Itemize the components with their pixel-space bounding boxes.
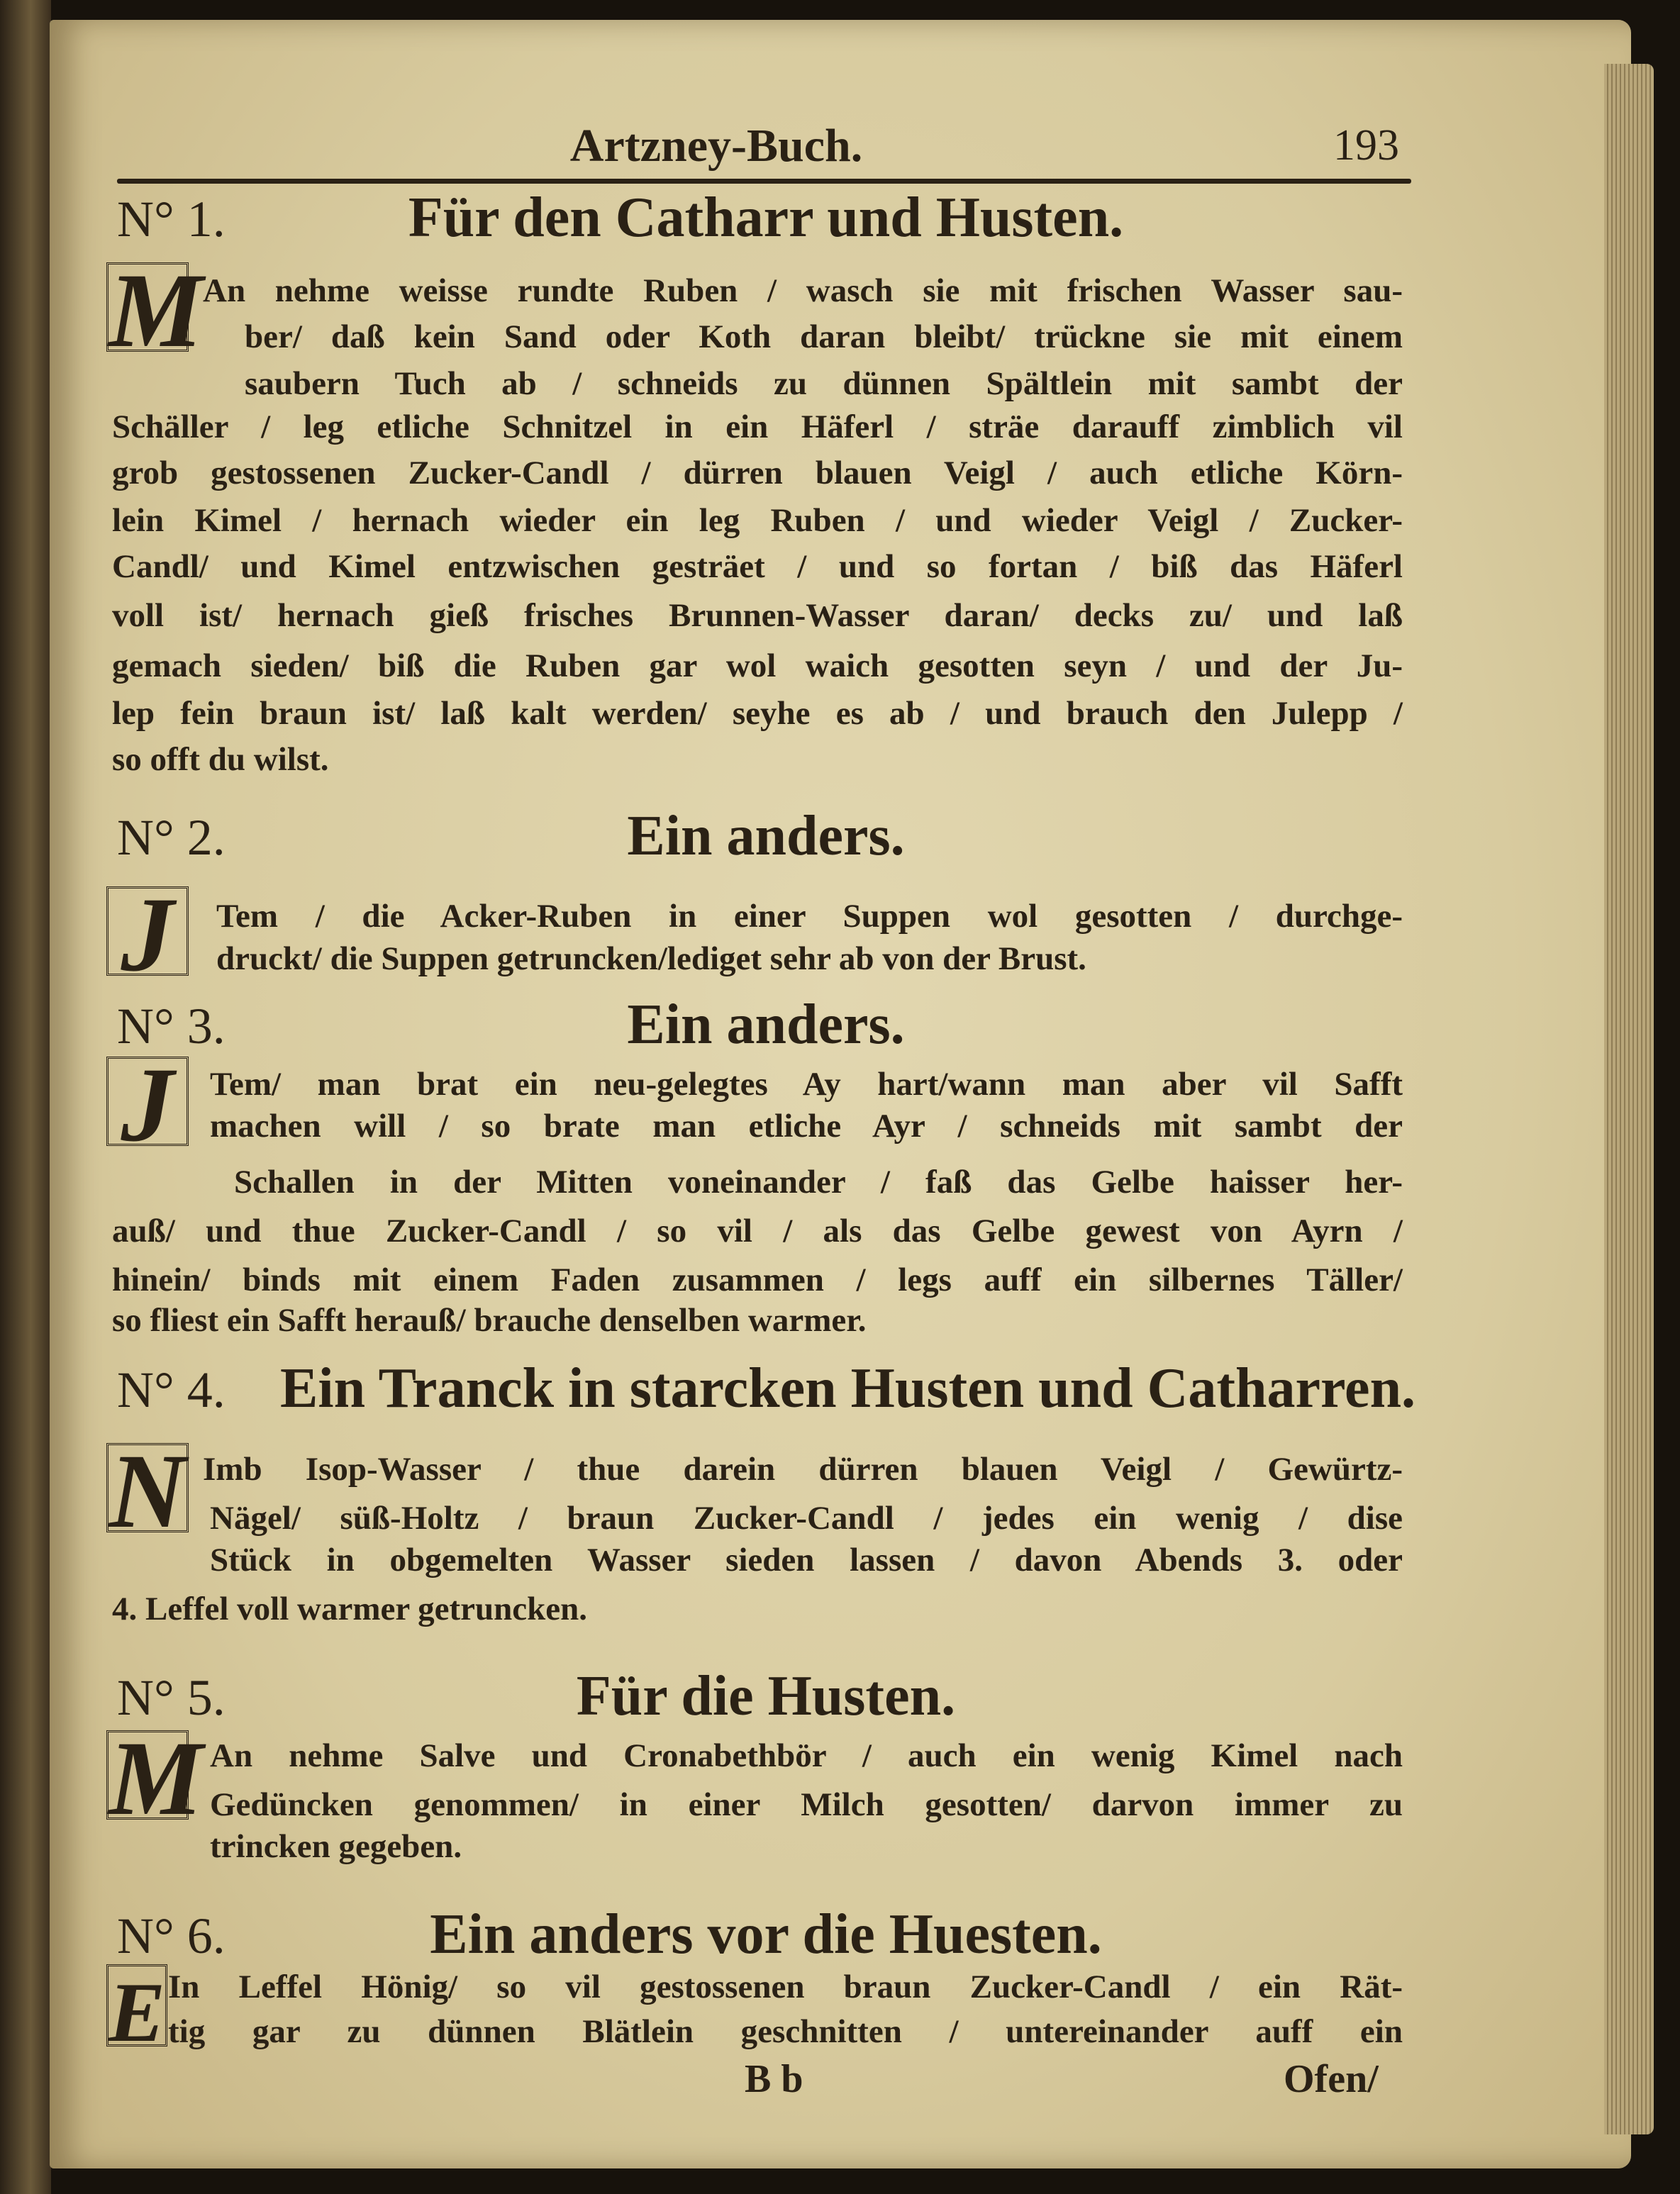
- page-number: 193: [1333, 121, 1399, 169]
- text-line: trincken gegeben.: [210, 1828, 462, 1865]
- drop-cap-initial: M: [106, 262, 189, 352]
- recipe-number: N° 6.: [117, 1908, 226, 1964]
- recipe-heading: Ein anders.: [627, 805, 905, 867]
- drop-cap-initial: J: [106, 886, 189, 976]
- recipe-heading: Ein Tranck in starcken Husten und Catharren.: [280, 1357, 1416, 1420]
- header-rule: [117, 179, 1411, 184]
- text-line: Stück in obgemelten Wasser sieden lassen / davon Abends 3. oder: [210, 1542, 1403, 1578]
- recipe-number: N° 1.: [117, 191, 226, 247]
- text-line: saubern Tuch ab / schneids zu dünnen Spältlein mit sambt der: [245, 365, 1403, 402]
- recipe-number: N° 4.: [117, 1361, 226, 1418]
- drop-cap-initial: M: [106, 1730, 189, 1820]
- text-line: An nehme weisse rundte Ruben / wasch sie mit frischen Wasser sau-: [203, 272, 1403, 309]
- text-line: tig gar zu dünnen Blätlein geschnitten / untereinander auff ein: [168, 2013, 1403, 2050]
- text-line: hinein/ binds mit einem Faden zusammen / legs auff ein silbernes Täller/: [112, 1262, 1403, 1298]
- signature-mark: B b: [745, 2057, 803, 2101]
- text-line: In Leffel Hönig/ so vil gestossenen braun Zucker-Candl / ein Rät-: [168, 1969, 1403, 2005]
- text-line: 4. Leffel voll warmer getruncken.: [112, 1591, 588, 1627]
- text-line: Gedüncken genommen/ in einer Milch gesotten/ darvon immer zu: [210, 1786, 1403, 1823]
- recipe-heading: Ein anders.: [627, 993, 905, 1056]
- page-stack-edge: [1604, 64, 1654, 2134]
- text-line: gemach sieden/ biß die Ruben gar wol waich gesotten seyn / und der Ju-: [112, 647, 1403, 684]
- recipe-heading: Ein anders vor die Huesten.: [430, 1903, 1102, 1966]
- text-line: Tem/ man brat ein neu-gelegtes Ay hart/wann man aber vil Safft: [210, 1066, 1403, 1103]
- recipe-heading: Für die Husten.: [576, 1665, 956, 1727]
- recipe-number: N° 3.: [117, 998, 226, 1054]
- text-line: druckt/ die Suppen getruncken/lediget sehr ab von der Brust.: [216, 940, 1086, 977]
- adjacent-page-edge: [0, 0, 51, 2194]
- text-line: so fliest ein Safft herauß/ brauche denselben warmer.: [112, 1302, 867, 1339]
- text-line: An nehme Salve und Cronabethbör / auch ein wenig Kimel nach: [210, 1737, 1403, 1774]
- text-line: ber/ daß kein Sand oder Koth daran bleibt/ trückne sie mit einem: [245, 318, 1403, 355]
- text-line: so offt du wilst.: [112, 741, 329, 778]
- recipe-heading: Für den Catharr und Husten.: [408, 186, 1124, 249]
- text-line: Schäller / leg etliche Schnitzel in ein Häferl / sträe darauff zimblich vil: [112, 408, 1403, 445]
- recipe-number: N° 2.: [117, 809, 226, 866]
- text-line: lein Kimel / hernach wieder ein leg Ruben / und wieder Veigl / Zucker-: [112, 502, 1403, 539]
- text-line: Nägel/ süß-Holtz / braun Zucker-Candl / jedes ein wenig / dise: [210, 1500, 1403, 1537]
- drop-cap-initial: J: [106, 1057, 189, 1146]
- text-line: Tem / die Acker-Ruben in einer Suppen wol gesotten / durchge-: [216, 898, 1403, 935]
- text-line: Imb Isop-Wasser / thue darein dürren blauen Veigl / Gewürtz-: [203, 1451, 1403, 1488]
- text-line: voll ist/ hernach gieß frisches Brunnen-Wasser daran/ decks zu/ und laß: [112, 597, 1403, 634]
- drop-cap-initial: N: [106, 1443, 189, 1532]
- text-line: grob gestossenen Zucker-Candl / dürren blauen Veigl / auch etliche Körn-: [112, 455, 1403, 491]
- text-line: Candl/ und Kimel entzwischen gesträet / und so fortan / biß das Häferl: [112, 548, 1403, 585]
- text-line: Schallen in der Mitten voneinander / faß das Gelbe haisser her-: [234, 1164, 1403, 1201]
- catchword: Ofen/: [1284, 2057, 1379, 2101]
- text-line: lep fein braun ist/ laß kalt werden/ seyhe es ab / und brauch den Julepp /: [112, 695, 1403, 732]
- text-line: auß/ und thue Zucker-Candl / so vil / als das Gelbe gewest von Ayrn /: [112, 1213, 1403, 1249]
- recipe-number: N° 5.: [117, 1669, 226, 1726]
- drop-cap-initial: E: [106, 1964, 167, 2047]
- text-line: machen will / so brate man etliche Ayr / schneids mit sambt der: [210, 1108, 1403, 1145]
- running-title: Artzney-Buch.: [569, 120, 863, 172]
